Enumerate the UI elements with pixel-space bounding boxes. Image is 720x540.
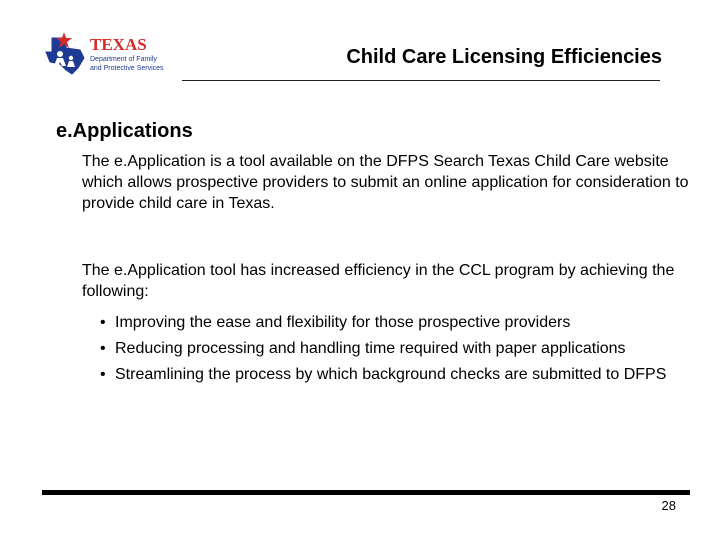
bullet-marker: • bbox=[100, 366, 106, 383]
page-title: Child Care Licensing Efficiencies bbox=[346, 46, 662, 68]
dfps-logo bbox=[44, 30, 184, 78]
logo-word: TEXAS bbox=[90, 35, 147, 54]
efficiency-list bbox=[82, 312, 702, 390]
texas-map-icon bbox=[44, 30, 184, 78]
intro-paragraph: The e.Application is a tool available on the DFPS Search Texas Child Care website which allows prospective providers to submit an online application for consideration to provide child care in Texas. bbox=[82, 153, 689, 212]
footer-divider bbox=[42, 490, 690, 495]
list-item bbox=[82, 338, 702, 359]
list-item bbox=[82, 312, 702, 333]
page-number: 28 bbox=[661, 498, 676, 513]
bullet-marker: • bbox=[100, 314, 106, 331]
logo-line2: and Protective Services bbox=[90, 65, 164, 72]
list-item-text: Reducing processing and handling time required with paper applications bbox=[115, 340, 626, 357]
list-item-text: Improving the ease and flexibility for those prospective providers bbox=[115, 314, 571, 331]
section-heading: e.Applications bbox=[56, 120, 193, 142]
header-divider bbox=[182, 80, 660, 81]
bullet-marker: • bbox=[100, 340, 106, 357]
list-item bbox=[82, 364, 702, 385]
list-item-text: Streamlining the process by which background checks are submitted to DFPS bbox=[115, 366, 667, 383]
logo-line1: Department of Family bbox=[90, 56, 157, 63]
efficiency-paragraph: The e.Application tool has increased efficiency in the CCL program by achieving the following: bbox=[82, 262, 675, 300]
